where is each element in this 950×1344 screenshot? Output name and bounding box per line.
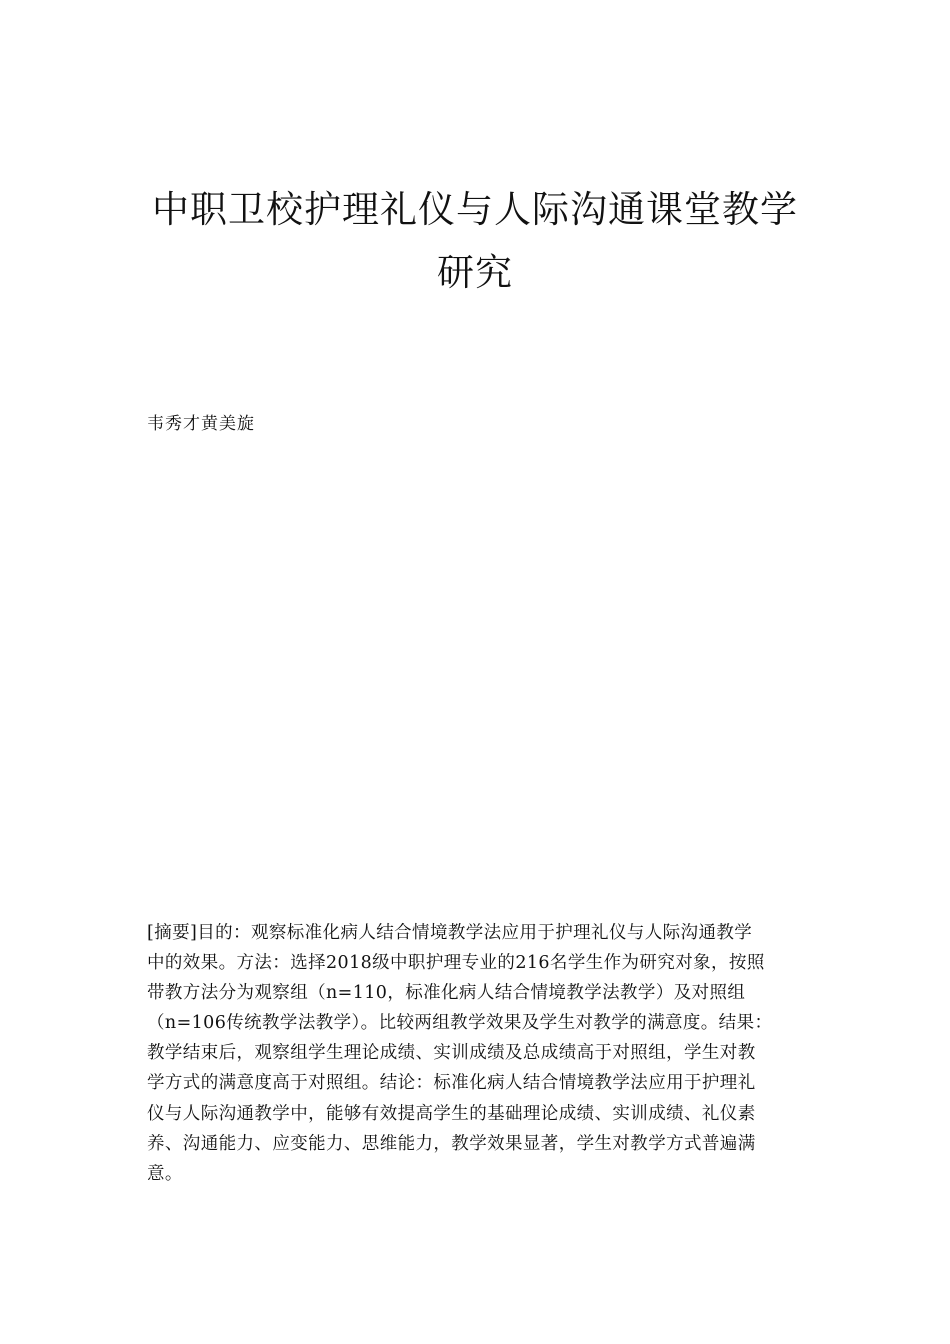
abstract-line: 仪与人际沟通教学中，能够有效提高学生的基础理论成绩、实训成绩、礼仪素 xyxy=(147,1103,756,1124)
abstract-line: 学方式的满意度高于对照组。结论：标准化病人结合情境教学法应用于护理礼 xyxy=(147,1073,756,1094)
abstract-line: [摘要]目的：观察标准化病人结合情境教学法应用于护理礼仪与人际沟通教学 xyxy=(147,923,753,943)
title-line-2: 研究 xyxy=(437,251,513,294)
abstract-line: 中的效果。方法：选择2018级中职护理专业的216名学生作为研究对象，按照 xyxy=(147,953,765,974)
abstract-line: 意。 xyxy=(147,1163,183,1184)
author-names: 韦秀才黄美旋 xyxy=(147,414,255,434)
title-line-1: 中职卫校护理礼仪与人际沟通课堂教学 xyxy=(152,188,798,231)
abstract-line: （n=106传统教学法教学）。比较两组教学效果及学生对教学的满意度。结果： xyxy=(147,1013,773,1034)
document-title xyxy=(100,178,850,304)
abstract-line: 养、沟通能力、应变能力、思维能力，教学效果显著，学生对教学方式普遍满 xyxy=(147,1133,756,1154)
abstract-line: 教学结束后，观察组学生理论成绩、实训成绩及总成绩高于对照组，学生对教 xyxy=(147,1043,756,1064)
abstract-paragraph xyxy=(147,918,803,1189)
abstract-line: 带教方法分为观察组（n=110，标准化病人结合情境教学法教学）及对照组 xyxy=(147,983,746,1004)
